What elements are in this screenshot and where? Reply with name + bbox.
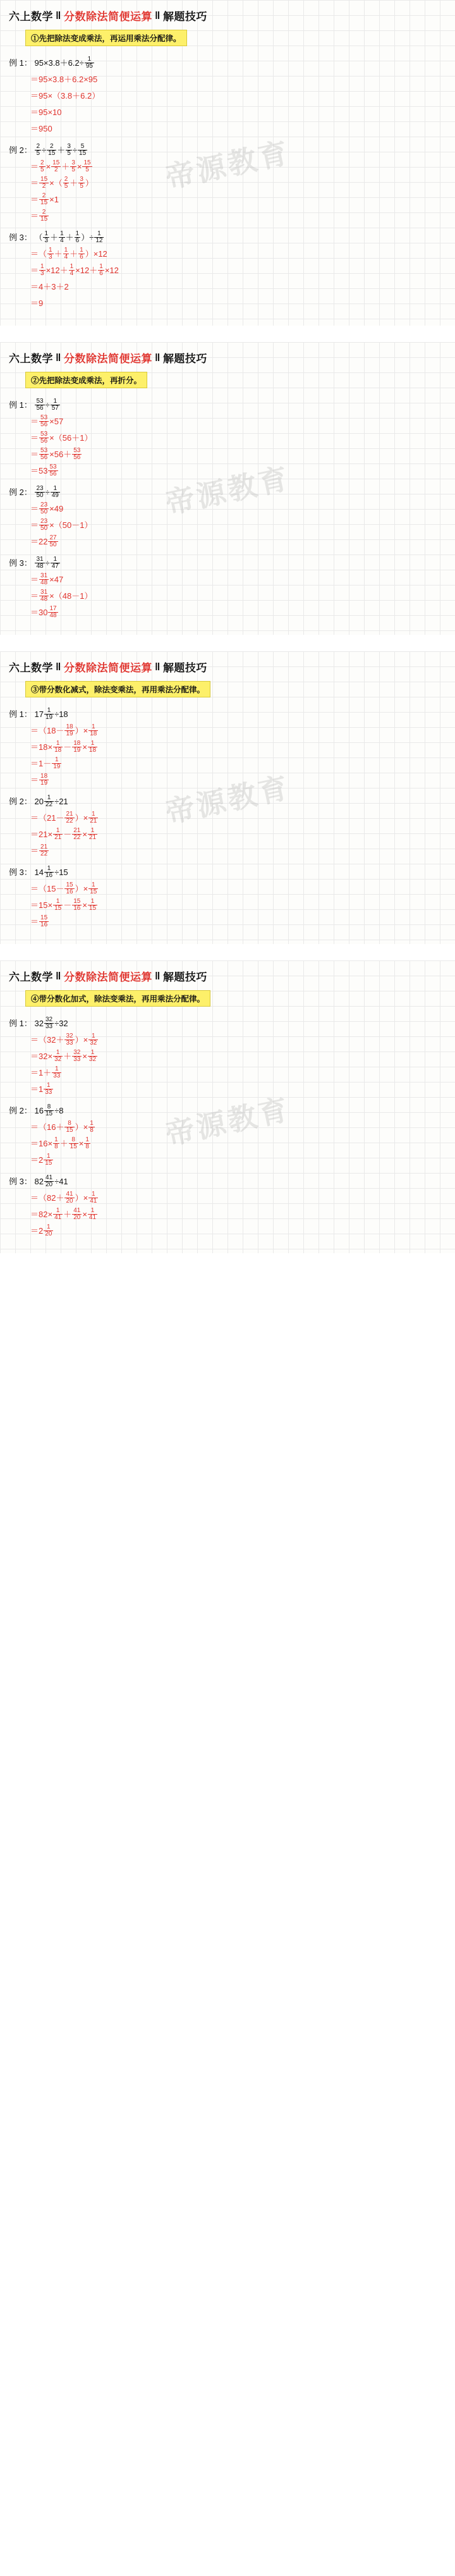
title-prefix: 六上数学 [9, 971, 53, 983]
example-label: 例 1： [9, 400, 32, 410]
title-prefix: 六上数学 [9, 353, 53, 365]
example-label: 例 3： [9, 233, 32, 242]
example-label: 例 2： [9, 488, 32, 497]
section-title [0, 342, 455, 371]
example-step: ＝16× $\frac{1}{8}$ ＋ $\frac{8}{15}$ × $\frac{1}{8}$ [30, 1136, 89, 1151]
example-step: ＝ $\frac{18}{19}$ [30, 772, 48, 787]
section-divider [0, 326, 455, 342]
example-step: ＝53 $\frac{53}{56}$ [30, 463, 57, 478]
title-suffix: 解题技巧 [162, 662, 207, 674]
example-step: ＝95×10 [30, 107, 62, 117]
example-label: 例 3： [9, 558, 32, 568]
example-head: 95×3.8＋6.2÷ $\frac{1}{95}$ [34, 55, 93, 70]
example-step: ＝30 $\frac{17}{48}$ [30, 604, 57, 620]
title-separator-2: ‖ [154, 9, 161, 21]
title-separator-1: ‖ [56, 969, 61, 982]
title-separator-2: ‖ [154, 969, 161, 982]
example-2-1 [0, 395, 455, 482]
example-step: ＝（82＋ $\frac{41}{20}$ ）× $\frac{1}{41}$ [30, 1190, 97, 1205]
example-step: ＝21× $\frac{1}{21}$ － $\frac{21}{22}$ × $\frac{1}{21}$ [30, 826, 97, 842]
example-step: ＝ $\frac{21}{22}$ [30, 843, 48, 858]
example-step: ＝（18－ $\frac{18}{19}$ ）× $\frac{1}{18}$ [30, 723, 97, 738]
example-step: ＝ $\frac{15}{2}$ ×（ $\frac{2}{5}$ ＋ $\frac{3}{5}$ ） [30, 175, 94, 190]
example-step: ＝22 $\frac{27}{50}$ [30, 534, 57, 549]
example-step: ＝ $\frac{2}{5}$ × $\frac{15}{2}$ ＋ $\frac{3}{5}$ × $\frac{15}{5}$ [30, 159, 91, 174]
section-title [0, 0, 455, 28]
title-separator-2: ‖ [154, 351, 161, 364]
example-step: ＝（16＋ $\frac{8}{15}$ ）× $\frac{1}{8}$ [30, 1119, 94, 1134]
watermark-text: 帝源教育 [162, 135, 294, 195]
example-step: ＝82× $\frac{1}{41}$ ＋ $\frac{41}{20}$ × $\frac{1}{41}$ [30, 1206, 97, 1222]
example-step: ＝950 [30, 124, 52, 133]
section-3 [0, 651, 455, 944]
example-label: 例 3： [9, 868, 32, 877]
title-prefix: 六上数学 [9, 662, 53, 674]
example-head: 14 $\frac{1}{16}$ ÷15 [34, 864, 68, 880]
section-4 [0, 960, 455, 1253]
rule-wrap-4 [0, 989, 455, 1013]
example-4-3 [0, 1171, 455, 1242]
example-step: ＝（21－ $\frac{21}{22}$ ）× $\frac{1}{21}$ [30, 810, 97, 825]
example-step: ＝95×3.8＋6.2×95 [30, 75, 98, 84]
rule-box-1: ①先把除法变成乘法，再运用乘法分配律。 [25, 30, 187, 46]
example-1-3 [0, 227, 455, 314]
example-2-2 [0, 482, 455, 553]
example-step: ＝ $\frac{23}{50}$ ×49 [30, 501, 64, 516]
example-step: ＝ $\frac{53}{56}$ ×57 [30, 414, 64, 429]
title-prefix: 六上数学 [9, 11, 53, 23]
example-step: ＝ $\frac{23}{50}$ ×（50－1） [30, 517, 93, 532]
example-step: ＝9 [30, 298, 44, 308]
example-step: ＝2 $\frac{1}{20}$ [30, 1223, 52, 1238]
example-3-3 [0, 862, 455, 933]
example-step: ＝1－ $\frac{1}{19}$ [30, 756, 61, 771]
example-head: 20 $\frac{1}{22}$ ÷21 [34, 794, 68, 809]
title-topic: 分数除法简便运算 [63, 11, 152, 23]
example-step: ＝4＋3＋2 [30, 282, 69, 291]
example-step: ＝ $\frac{2}{15}$ [30, 208, 48, 223]
rule-wrap-2 [0, 371, 455, 395]
title-separator-1: ‖ [56, 660, 61, 673]
watermark-text: 帝源教育 [162, 1091, 294, 1151]
example-step: ＝（15－ $\frac{15}{16}$ ）× $\frac{1}{15}$ [30, 881, 97, 896]
watermark-text: 帝源教育 [162, 770, 294, 830]
example-step: ＝95×（3.8＋6.2） [30, 91, 100, 101]
section-divider [0, 635, 455, 651]
example-step: ＝（ $\frac{1}{3}$ ＋ $\frac{1}{4}$ ＋ $\frac{1}{6}$ ）×12 [30, 246, 107, 261]
example-head: 32 $\frac{32}{33}$ ÷32 [34, 1015, 68, 1031]
example-step: ＝15× $\frac{1}{15}$ － $\frac{15}{16}$ × $\frac{1}{15}$ [30, 897, 97, 912]
example-step: ＝ $\frac{31}{48}$ ×（48－1） [30, 588, 93, 603]
section-1 [0, 0, 455, 326]
title-separator-1: ‖ [56, 9, 61, 21]
example-head: $\frac{2}{5}$ ÷ $\frac{2}{15}$ ＋ $\frac{3}{5}$ ÷ $\frac{5}{15}$ [36, 142, 87, 157]
title-suffix: 解题技巧 [162, 353, 207, 365]
example-2-3 [0, 553, 455, 623]
example-head: 82 $\frac{41}{20}$ ÷41 [34, 1174, 68, 1189]
title-topic: 分数除法简便运算 [63, 353, 152, 365]
rule-box-3: ③带分数化减式，除法变乘法，再用乘法分配律。 [25, 681, 210, 697]
example-step: ＝1＋ $\frac{1}{33}$ [30, 1065, 61, 1080]
example-step: ＝ $\frac{31}{48}$ ×47 [30, 572, 64, 587]
title-topic: 分数除法简便运算 [63, 971, 152, 983]
title-separator-2: ‖ [154, 660, 161, 673]
example-label: 例 2： [9, 145, 32, 155]
section-divider [0, 944, 455, 960]
title-suffix: 解题技巧 [162, 971, 207, 983]
example-step: ＝ $\frac{15}{16}$ [30, 914, 48, 929]
section-2 [0, 342, 455, 635]
example-head: $\frac{23}{50}$ ÷ $\frac{1}{49}$ [36, 484, 59, 500]
title-suffix: 解题技巧 [162, 11, 207, 23]
example-step: ＝ $\frac{1}{3}$ ×12＋ $\frac{1}{4}$ ×12＋ $\frac{1}{6}$ ×12 [30, 262, 119, 278]
example-step: ＝18× $\frac{1}{18}$ － $\frac{18}{19}$ × $\frac{1}{18}$ [30, 739, 97, 754]
example-head: 16 $\frac{8}{15}$ ÷8 [34, 1103, 64, 1118]
example-label: 例 1： [9, 58, 32, 68]
example-label: 例 1： [9, 1019, 32, 1028]
example-head: $\frac{53}{56}$ ÷ $\frac{1}{57}$ [36, 397, 59, 412]
rule-box-2: ②先把除法变成乘法，再折分。 [25, 372, 147, 388]
example-1-1 [0, 52, 455, 140]
example-head: （ $\frac{1}{3}$ ＋ $\frac{1}{4}$ ＋ $\frac{1}{6}$ ）÷ $\frac{1}{12}$ [34, 230, 103, 245]
rule-wrap-3 [0, 680, 455, 704]
example-label: 例 1： [9, 709, 32, 719]
section-title [0, 960, 455, 989]
example-step: ＝ $\frac{2}{15}$ ×1 [30, 192, 59, 207]
example-4-1 [0, 1013, 455, 1100]
example-step: ＝1 $\frac{1}{33}$ [30, 1081, 52, 1096]
section-title [0, 651, 455, 680]
example-3-2 [0, 791, 455, 862]
example-step: ＝2 $\frac{1}{15}$ [30, 1152, 52, 1167]
example-step: ＝ $\frac{53}{56}$ ×56＋ $\frac{53}{56}$ [30, 446, 81, 462]
rule-wrap-1 [0, 28, 455, 52]
title-topic: 分数除法简便运算 [63, 662, 152, 674]
example-4-2 [0, 1100, 455, 1171]
example-head: $\frac{31}{48}$ ÷ $\frac{1}{47}$ [36, 555, 59, 570]
example-label: 例 3： [9, 1177, 32, 1186]
watermark-text: 帝源教育 [162, 460, 294, 520]
example-label: 例 2： [9, 797, 32, 806]
example-3-1 [0, 704, 455, 791]
rule-box-4: ④带分数化加式，除法变乘法，再用乘法分配律。 [25, 990, 210, 1007]
example-label: 例 2： [9, 1106, 32, 1115]
example-step: ＝32× $\frac{1}{32}$ ＋ $\frac{32}{33}$ × $\frac{1}{32}$ [30, 1048, 97, 1064]
example-step: ＝ $\frac{53}{56}$ ×（56＋1） [30, 430, 93, 445]
worksheet-page [0, 0, 455, 1253]
title-separator-1: ‖ [56, 351, 61, 364]
example-1-2 [0, 140, 455, 227]
example-step: ＝（32＋ $\frac{32}{33}$ ）× $\frac{1}{32}$ [30, 1032, 97, 1047]
example-head: 17 $\frac{1}{19}$ ÷18 [34, 706, 68, 721]
